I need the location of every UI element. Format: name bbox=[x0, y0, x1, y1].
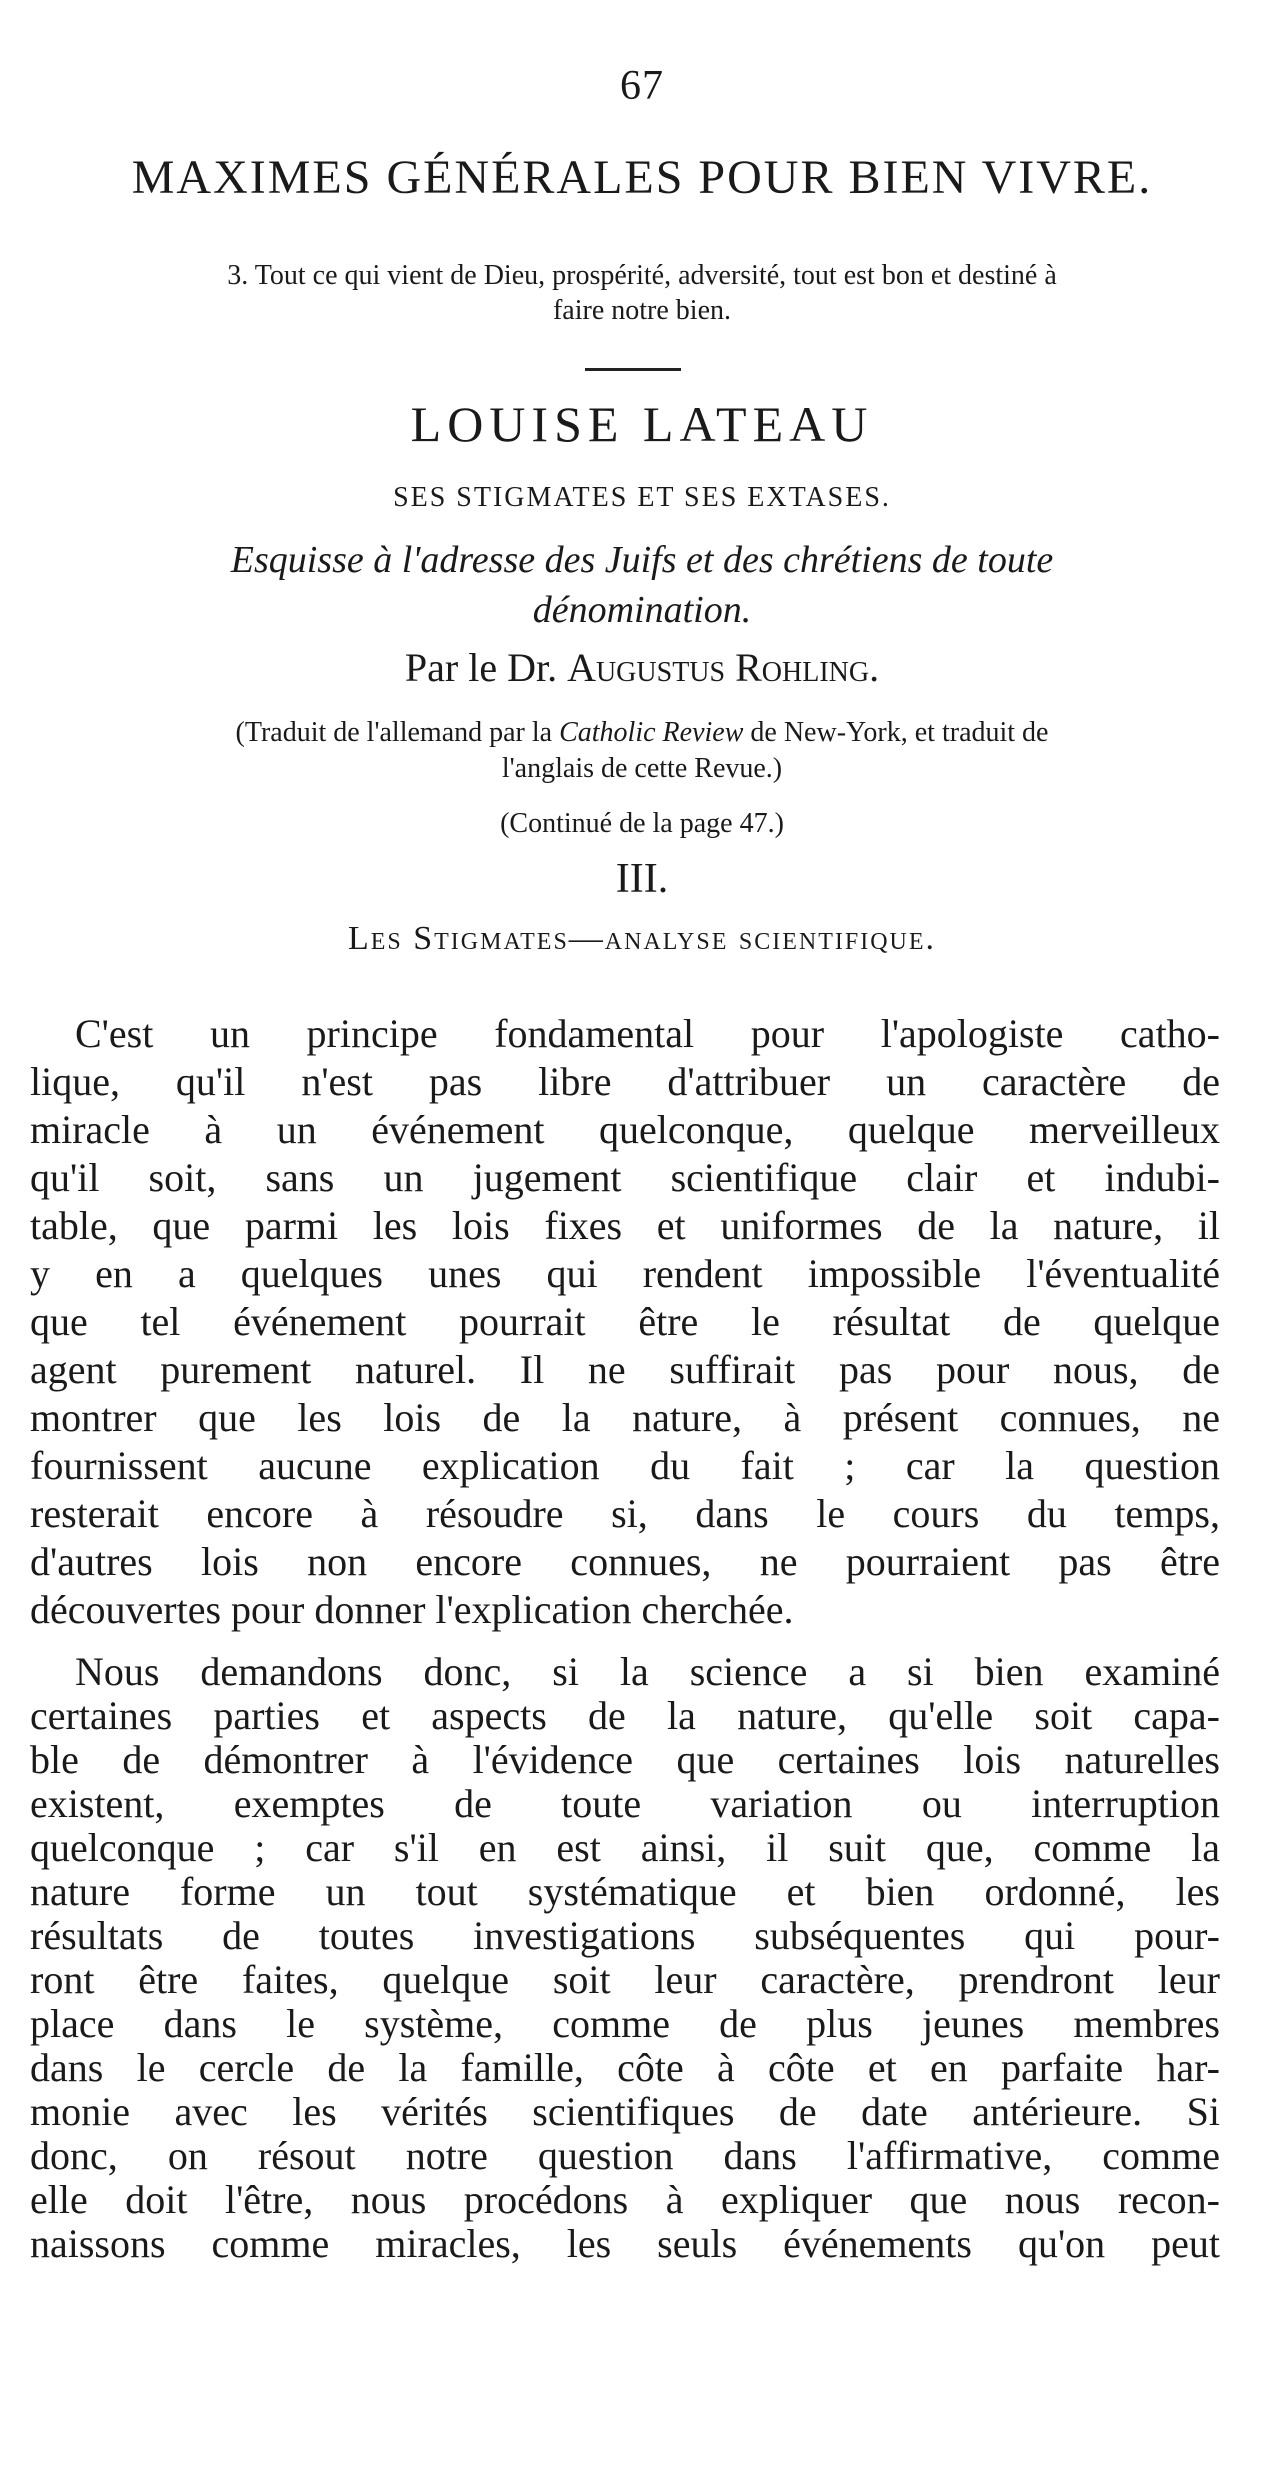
article-subtitle: SES STIGMATES ET SES EXTASES. bbox=[393, 482, 891, 513]
translation-before: (Traduit de l'allemand par la bbox=[235, 717, 560, 748]
text-line: dans le cercle de la famille, côte à côte et en parfaite har- bbox=[30, 2046, 1220, 2090]
text-line: nature forme un tout systématique et bien ordonné, les bbox=[30, 1870, 1220, 1914]
translation-note bbox=[30, 715, 1254, 787]
section-divider bbox=[585, 368, 681, 371]
page-number: 67 bbox=[620, 63, 664, 109]
text-line: montrer que les lois de la nature, à présent connues, ne bbox=[30, 1395, 1220, 1440]
section-title: Les Stigmates—analyse scientifique. bbox=[347, 920, 937, 957]
review-name: Catholic Review bbox=[559, 717, 744, 748]
description-line: dénomination. bbox=[532, 589, 752, 631]
translation-line bbox=[30, 715, 1254, 751]
article-description bbox=[30, 535, 1254, 635]
author-prefix: Par le Dr. bbox=[404, 645, 568, 690]
text-line: résultats de toutes investigations subséquentes qui pour- bbox=[30, 1914, 1220, 1958]
text-line: ront être faites, quelque soit leur caractère, prendront leur bbox=[30, 1958, 1220, 2002]
article-author bbox=[0, 644, 1284, 691]
text-line: découvertes pour donner l'explication cherchée. bbox=[30, 1587, 794, 1632]
text-line: C'est un principe fondamental pour l'apologiste catho- bbox=[75, 1011, 1220, 1056]
text-line: qu'il soit, sans un jugement scientifique clair et indubi- bbox=[30, 1155, 1220, 1200]
text-line: que tel événement pourrait être le résultat de quelque bbox=[30, 1299, 1220, 1344]
text-line: monie avec les vérités scientifiques de date antérieure. Si bbox=[30, 2090, 1220, 2134]
text-line: Nous demandons donc, si la science a si bien examiné bbox=[75, 1650, 1220, 1694]
text-line: certaines parties et aspects de la nature, qu'elle soit capa- bbox=[30, 1694, 1220, 1738]
text-line: elle doit l'être, nous procédons à expliquer que nous recon- bbox=[30, 2178, 1220, 2222]
text-line: d'autres lois non encore connues, ne pourraient pas être bbox=[30, 1539, 1220, 1584]
section-number: III. bbox=[615, 856, 669, 902]
text-line: table, que parmi les lois fixes et uniformes de la nature, il bbox=[30, 1203, 1220, 1248]
text-line: miracle à un événement quelconque, quelque merveilleux bbox=[30, 1107, 1220, 1152]
text-line: ble de démontrer à l'évidence que certaines lois naturelles bbox=[30, 1738, 1220, 1782]
maxim-text bbox=[30, 258, 1254, 328]
text-line: resterait encore à résoudre si, dans le cours du temps, bbox=[30, 1491, 1220, 1536]
text-line: existent, exemptes de toute variation ou interruption bbox=[30, 1782, 1220, 1826]
text-line: lique, qu'il n'est pas libre d'attribuer un caractère de bbox=[30, 1059, 1220, 1104]
paragraph-1 bbox=[30, 1010, 1220, 1634]
text-line: quelconque ; car s'il en est ainsi, il suit que, comme la bbox=[30, 1826, 1220, 1870]
author-name: Augustus Rohling. bbox=[567, 645, 880, 690]
maxim-line: 3. Tout ce qui vient de Dieu, prospérité, adversité, tout est bon et destiné à bbox=[227, 260, 1057, 291]
paragraph-2 bbox=[30, 1650, 1220, 2266]
translation-line: l'anglais de cette Revue.) bbox=[501, 753, 783, 784]
text-line: fournissent aucune explication du fait ; car la question bbox=[30, 1443, 1220, 1488]
maximes-heading: MAXIMES GÉNÉRALES POUR BIEN VIVRE. bbox=[131, 151, 1153, 204]
description-line: Esquisse à l'adresse des Juifs et des chrétiens de toute bbox=[230, 539, 1054, 581]
text-line: naissons comme miracles, les seuls événements qu'on peut bbox=[30, 2222, 1220, 2266]
text-line: place dans le système, comme de plus jeunes membres bbox=[30, 2002, 1220, 2046]
article-title: LOUISE LATEAU bbox=[410, 396, 874, 452]
text-line: agent purement naturel. Il ne suffirait pas pour nous, de bbox=[30, 1347, 1220, 1392]
continued-note: (Continué de la page 47.) bbox=[500, 808, 784, 839]
text-line: y en a quelques unes qui rendent impossible l'éventualité bbox=[30, 1251, 1220, 1296]
text-line: donc, on résout notre question dans l'affirmative, comme bbox=[30, 2134, 1220, 2178]
maxim-line: faire notre bien. bbox=[552, 295, 732, 326]
translation-after: de New-York, et traduit de bbox=[743, 717, 1049, 748]
